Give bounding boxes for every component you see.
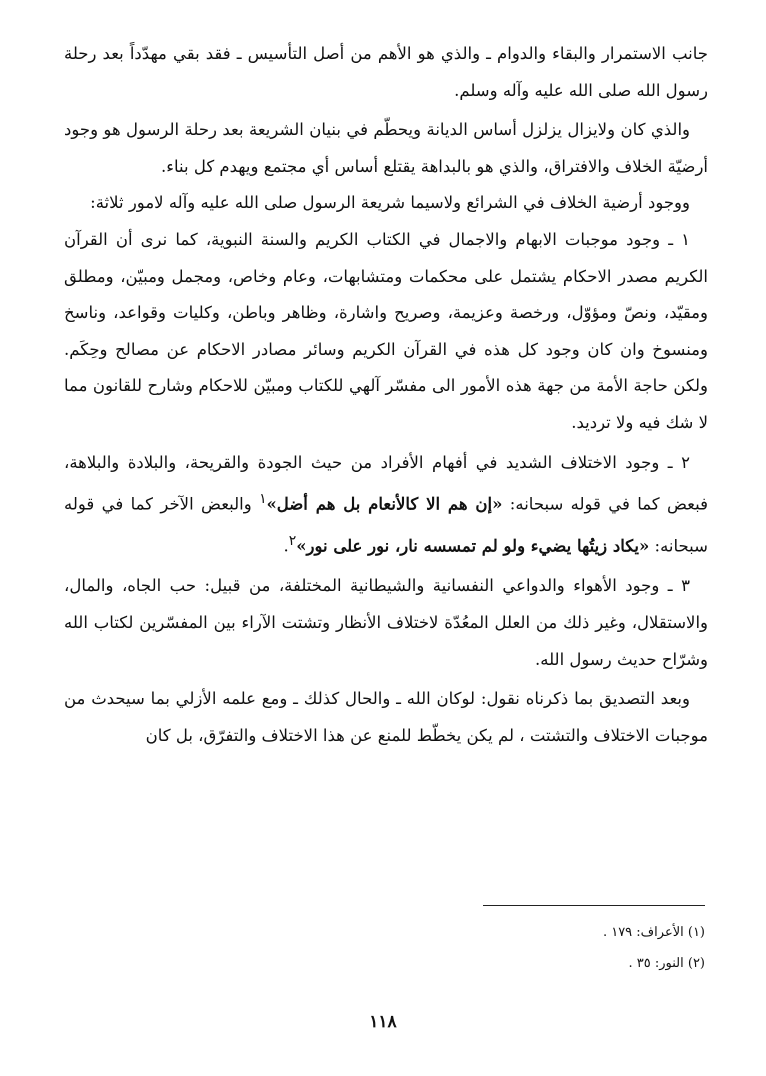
main-text [64,36,708,754]
quran-quote-1: «إن هم الا كالأنعام بل هم أضل» [266,494,503,514]
cause-2-text-middle: والبعض الآخر كما في قوله سبحانه: [64,494,708,556]
cause-2-text-before: ٢ ـ وجود الاختلاف الشديد في أفهام الأفراد من حيث الجودة والقريحة، والبلادة والبلاهة، فبعض كما في قوله سبحانه: [64,452,709,514]
footnote-ref-1: ١ [259,491,267,508]
footnote-divider [483,905,705,906]
cause-2-text-after: . [283,536,289,556]
footnote-ref-2: ٢ [288,533,297,550]
paragraph-cause-2 [64,445,708,566]
footnotes [483,917,705,979]
footnote-2: (٢) النور: ٣٥ . [628,956,705,971]
quran-quote-2: «يكاد زيتُها يضيء ولو لم تمسسه نار، نور على نور» [296,536,650,556]
paragraph-foundation: والذي كان ولايزال يزلزل أساس الديانة ويحطّم في بنيان الشريعة بعد رحلة الرسول هو وجود أرضيّة الخلاف والافتراق، والذي هو بالبداهة يقتلع أساس أي مجتمع ويهدم كل بناء. [64,120,708,176]
paragraph-cause-1: ١ ـ وجود موجبات الابهام والاجمال في الكتاب الكريم والسنة النبوية، كما نرى أن القرآن الكريم مصدر الاحكام يشتمل على محكمات ومتشابهات، وعام وخاص، ومجمل ومبيّن، ومطلق ومقيّد، ونصّ ومؤوّل، ورخصة وعزيمة، وصريح واشارة، وظاهر وباطن، وكليات وقواعد، وناسخ ومنسوخ وان كان وجود كل هذه في القرآن الكريم وسائر مصادر الاحكام عن مصالح وحِكَم. ولكن حاجة الأمة من جهة هذه الأمور الى مفسّر آلهي للكتاب ومبيّن للاحكام وشارح للقانون مما لا شك فيه ولا ترديد. [64,229,708,432]
paragraph-continuation: جانب الاستمرار والبقاء والدوام ـ والذي هو الأهم من أصل التأسيس ـ فقد بقي مهدّداً بعد رحلة رسول الله صلى الله عليه وآله وسلم. [64,44,708,100]
paragraph-cause-3: ٣ ـ وجود الأهواء والدواعي النفسانية والشيطانية المختلفة، من قبيل: حب الجاه، والمال، والاستقلال، وغير ذلك من العلل المعُدّة لاختلاف الأنظار وتشتت الآراء بين المفسّرين لكتاب الله وشرّاح حديث رسول الله. [64,576,708,669]
page-number: ١١٨ [369,1012,397,1032]
paragraph-conclusion: وبعد التصديق بما ذكرناه نقول: لوكان الله ـ والحال كذلك ـ ومع علمه الأزلي بما سيحدث من موجبات الاختلاف والتشتت ، لم يكن يخطّط للمنع عن هذا الاختلاف والتفرّق، بل كان [64,689,708,745]
paragraph-three-causes-intro: ووجود أرضية الخلاف في الشرائع ولاسيما شريعة الرسول صلى الله عليه وآله لامور ثلاثة: [90,193,690,213]
footnote-1: (١) الأعراف: ١٧٩ . [602,925,705,940]
